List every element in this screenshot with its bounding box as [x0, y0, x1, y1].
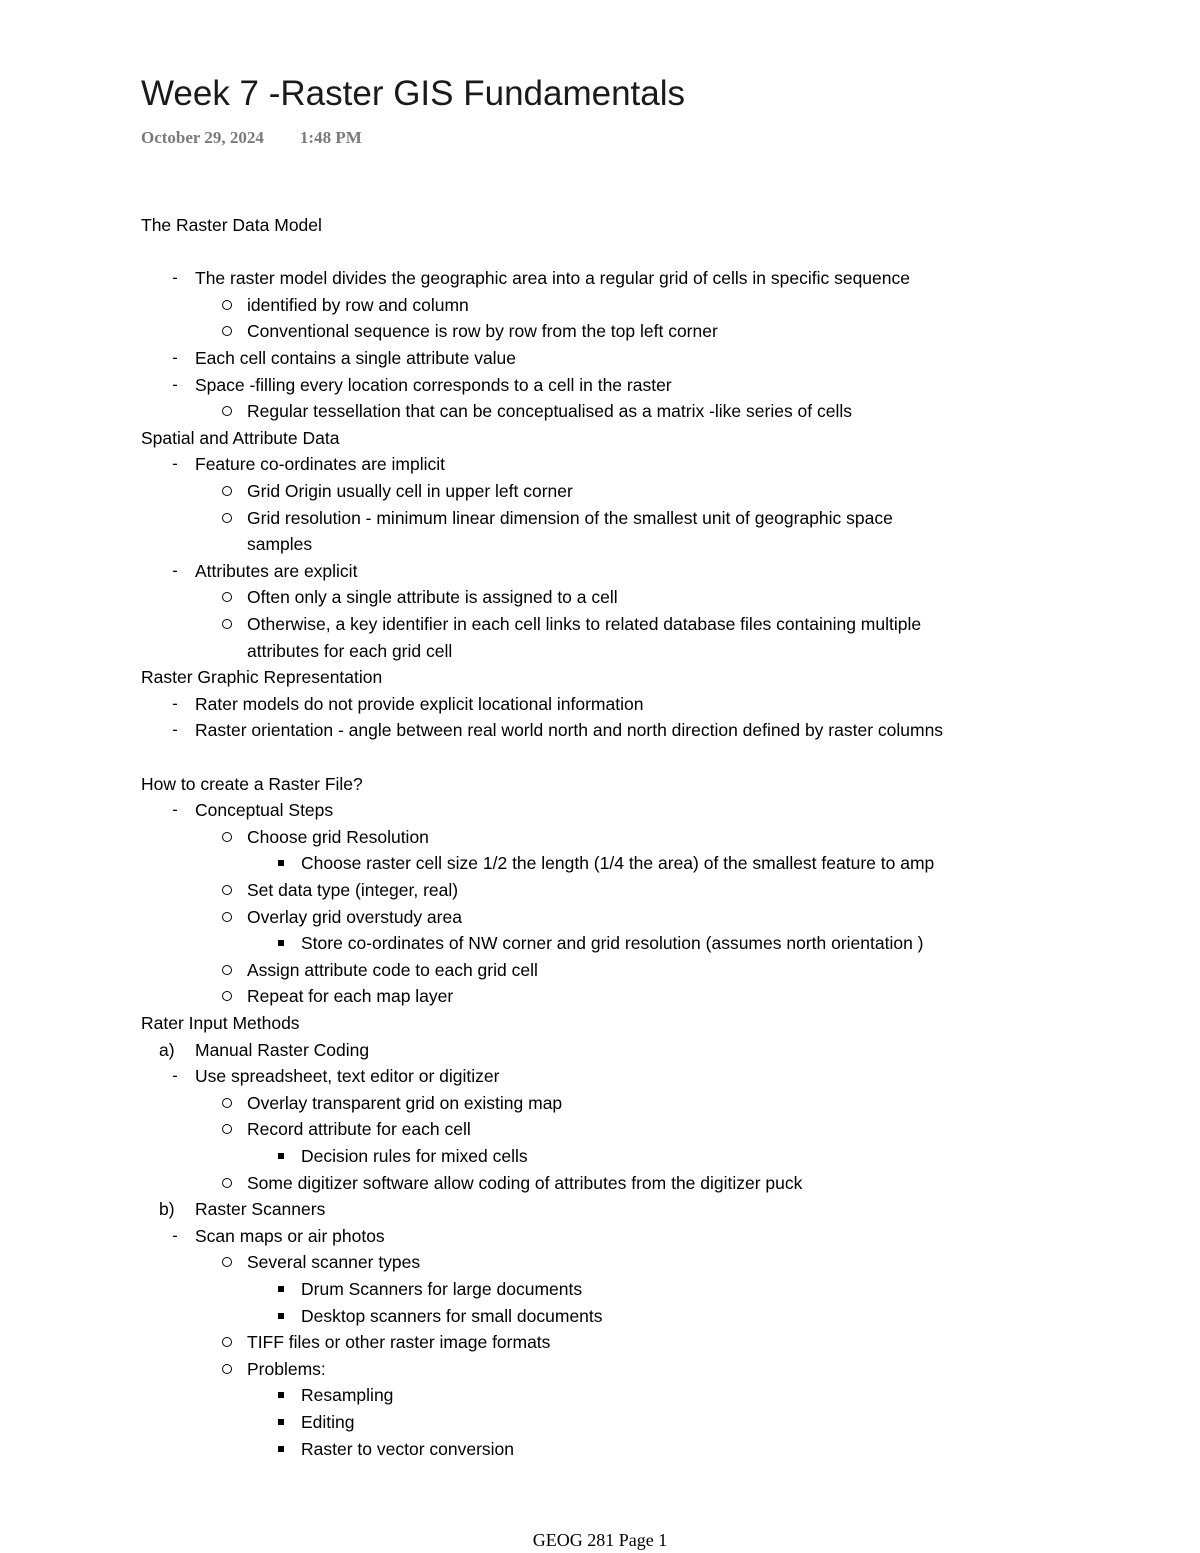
line-text: samples — [247, 534, 313, 555]
note-line — [159, 1198, 326, 1220]
page-title: Week 7 -Raster GIS Fundamentals — [141, 74, 686, 113]
line-text: Resampling — [301, 1385, 394, 1406]
dash-bullet-icon: - — [172, 560, 178, 580]
line-text: Choose grid Resolution — [247, 826, 429, 847]
dash-bullet-icon: - — [172, 693, 178, 713]
line-text: Attributes are explicit — [195, 560, 358, 581]
square-bullet-icon — [278, 860, 284, 866]
line-text: Regular tessellation that can be conceptualised as a matrix -like series of cells — [247, 401, 853, 422]
line-text: How to create a Raster File? — [141, 773, 363, 794]
note-line — [247, 1251, 420, 1273]
line-text: Problems: — [247, 1358, 326, 1379]
line-text: Rater models do not provide explicit locational information — [195, 693, 644, 714]
line-text: Desktop scanners for small documents — [301, 1305, 603, 1326]
note-line — [247, 400, 852, 422]
note-line — [141, 214, 322, 236]
line-text: Space -filling every location corresponds to a cell in the raster — [195, 374, 672, 395]
line-text: Drum Scanners for large documents — [301, 1279, 583, 1299]
dash-bullet-icon: - — [172, 800, 178, 820]
line-text: Raster to vector conversion — [301, 1438, 515, 1459]
note-line — [141, 666, 382, 688]
note-line — [172, 693, 644, 715]
line-text: Some digitizer software allow coding of attributes from the digitizer puck — [247, 1172, 803, 1193]
note-line — [141, 773, 363, 795]
circle-bullet-icon — [222, 991, 232, 1001]
square-bullet-icon — [278, 1392, 284, 1398]
dash-bullet-icon: - — [172, 1066, 178, 1086]
note-line — [301, 1411, 355, 1433]
line-text: Raster Scanners — [195, 1199, 326, 1220]
note-timestamp — [141, 128, 362, 148]
note-line — [301, 1278, 582, 1300]
note-time: 1:48 PM — [299, 128, 362, 147]
line-text: Choose raster cell size 1/2 the length (1/4 the area) of the smallest feature to amp — [301, 853, 935, 874]
circle-bullet-icon — [222, 486, 232, 496]
note-line — [172, 799, 334, 821]
circle-bullet-icon — [222, 326, 232, 336]
circle-bullet-icon — [222, 885, 232, 895]
page-footer: GEOG 281 Page 1 — [532, 1530, 668, 1550]
square-bullet-icon — [278, 1419, 284, 1425]
note-line — [247, 586, 618, 608]
line-text: Set data type (integer, real) — [247, 880, 459, 900]
line-text: Overlay transparent grid on existing map — [247, 1092, 563, 1113]
list-letter: b) — [159, 1199, 175, 1220]
note-line — [172, 347, 517, 369]
dash-bullet-icon: - — [172, 374, 178, 394]
line-text: Manual Raster Coding — [195, 1039, 370, 1060]
dash-bullet-icon: - — [172, 348, 178, 367]
note-line — [247, 1331, 550, 1353]
note-line — [172, 374, 672, 396]
line-text: Use spreadsheet, text editor or digitizer — [195, 1066, 500, 1087]
line-text: Grid resolution - minimum linear dimension of the smallest unit of geographic space — [247, 507, 893, 528]
note-line — [247, 294, 469, 316]
note-line — [301, 932, 924, 954]
note-line — [247, 480, 573, 502]
note-line — [247, 879, 458, 901]
note-line — [141, 1012, 300, 1034]
line-text: Otherwise, a key identifier in each cell links to related database files containing multiple — [247, 614, 922, 634]
line-text: The raster model divides the geographic area into a regular grid of cells in specific sequence — [195, 268, 910, 289]
note-line — [247, 320, 718, 342]
note-line — [172, 719, 944, 741]
line-text: Raster orientation - angle between real world north and north direction defined by raster columns — [195, 720, 944, 741]
circle-bullet-icon — [222, 832, 232, 842]
circle-bullet-icon — [222, 406, 232, 416]
dash-bullet-icon: - — [172, 720, 178, 740]
circle-bullet-icon — [222, 300, 232, 310]
square-bullet-icon — [278, 1313, 284, 1319]
square-bullet-icon — [278, 1153, 284, 1159]
circle-bullet-icon — [222, 1337, 232, 1347]
circle-bullet-icon — [222, 1098, 232, 1108]
line-text: Repeat for each map layer — [247, 986, 454, 1007]
line-text: Decision rules for mixed cells — [301, 1146, 528, 1166]
line-text: identified by row and column — [247, 294, 469, 315]
circle-bullet-icon — [222, 1178, 232, 1188]
line-text: Overlay grid overstudy area — [247, 906, 462, 927]
note-line — [247, 613, 921, 635]
note-line — [301, 1438, 514, 1460]
line-text: Each cell contains a single attribute value — [195, 348, 517, 368]
line-text: Conceptual Steps — [195, 800, 334, 821]
line-text: attributes for each grid cell — [247, 640, 453, 661]
line-text: Assign attribute code to each grid cell — [247, 959, 538, 980]
note-line — [301, 1145, 528, 1167]
note-line — [301, 1384, 393, 1406]
line-text: Raster Graphic Representation — [141, 667, 383, 688]
circle-bullet-icon — [222, 1124, 232, 1134]
dash-bullet-icon: - — [172, 454, 178, 474]
note-line — [247, 826, 429, 848]
note-line — [247, 1118, 471, 1140]
note-line — [247, 959, 538, 981]
circle-bullet-icon — [222, 592, 232, 602]
line-text: Several scanner types — [247, 1252, 421, 1273]
note-line — [247, 533, 312, 555]
line-text: Scan maps or air photos — [195, 1225, 385, 1246]
dash-bullet-icon: - — [172, 1225, 178, 1245]
line-text: TIFF files or other raster image formats — [247, 1332, 551, 1353]
note-line — [247, 640, 452, 662]
note-line — [247, 906, 462, 928]
note-line — [247, 1358, 326, 1380]
line-text: Rater Input Methods — [141, 1013, 300, 1033]
note-line — [301, 852, 934, 874]
line-text: Feature co-ordinates are implicit — [195, 454, 445, 475]
note-line — [301, 1305, 603, 1327]
note-line — [247, 1172, 802, 1194]
note-line — [172, 1065, 500, 1087]
note-date: October 29, 2024 — [141, 128, 264, 147]
note-line — [172, 1225, 385, 1247]
circle-bullet-icon — [222, 513, 232, 523]
square-bullet-icon — [278, 1446, 284, 1452]
circle-bullet-icon — [222, 1257, 232, 1267]
list-letter: a) — [159, 1039, 175, 1060]
note-line — [159, 1039, 370, 1061]
line-text: Store co-ordinates of NW corner and grid resolution (assumes north orientation ) — [301, 933, 924, 954]
line-text: Editing — [301, 1412, 355, 1432]
circle-bullet-icon — [222, 1364, 232, 1374]
circle-bullet-icon — [222, 965, 232, 975]
note-line — [247, 985, 453, 1007]
circle-bullet-icon — [222, 619, 232, 629]
line-text: Record attribute for each cell — [247, 1119, 471, 1140]
line-text: The Raster Data Model — [141, 215, 322, 235]
square-bullet-icon — [278, 1286, 284, 1292]
circle-bullet-icon — [222, 912, 232, 922]
line-text: Conventional sequence is row by row from the top left corner — [247, 321, 718, 342]
note-line — [172, 560, 358, 582]
line-text: Often only a single attribute is assigned to a cell — [247, 587, 618, 608]
note-line — [247, 1092, 562, 1114]
note-line — [172, 267, 910, 289]
square-bullet-icon — [278, 940, 284, 946]
line-text: Grid Origin usually cell in upper left corner — [247, 481, 573, 501]
dash-bullet-icon: - — [172, 268, 178, 288]
line-text: Spatial and Attribute Data — [141, 427, 340, 448]
note-line — [172, 453, 445, 475]
note-line — [141, 427, 339, 449]
note-line — [247, 507, 893, 529]
